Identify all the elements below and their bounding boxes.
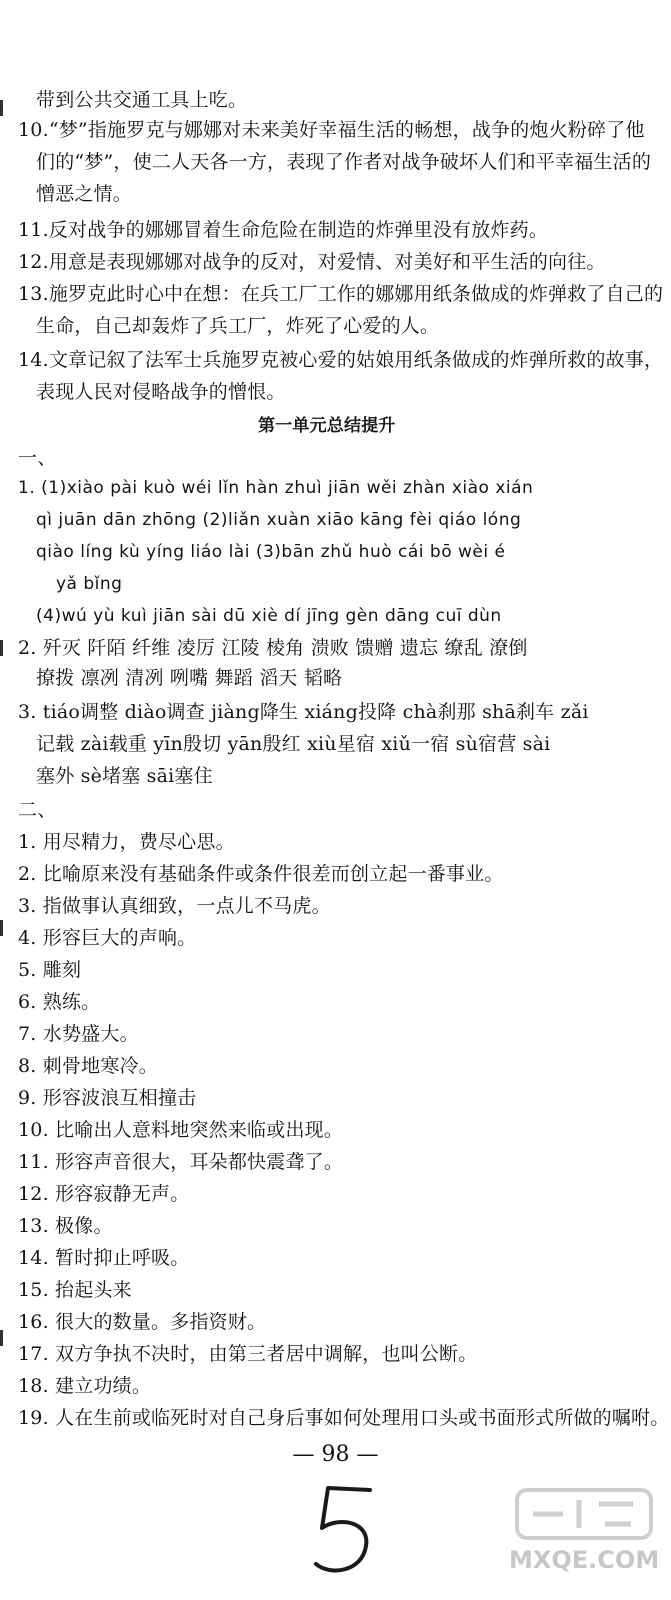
answer-line: 13.施罗克此时心中在想：在兵工厂工作的娜娜用纸条做成的炸弹救了自己的 bbox=[18, 283, 664, 305]
pinyin-line: 1. (1)xiào pài kuò wéi lǐn hàn zhuì jiān wěi zhàn xiào xián bbox=[18, 478, 534, 498]
answer-line: 15. 抬起头来 bbox=[18, 1279, 132, 1301]
answer-line: 带到公共交通工具上吃。 bbox=[36, 89, 248, 111]
watermark-text: MXQE.COM bbox=[509, 1546, 660, 1574]
page-number: — 98 — bbox=[292, 1442, 379, 1467]
answer-line: 10. 比喻出人意料地突然来临或出现。 bbox=[18, 1119, 344, 1141]
answer-line: 6. 熟练。 bbox=[18, 991, 101, 1013]
answer-line: 塞外 sè堵塞 sāi塞住 bbox=[36, 765, 213, 787]
answer-line: 17. 双方争执不决时，由第三者居中调解，也叫公断。 bbox=[18, 1343, 478, 1365]
answer-line: 14. 暂时抑止呼吸。 bbox=[18, 1247, 190, 1269]
answer-line: 1. 用尽精力，费尽心思。 bbox=[18, 831, 235, 853]
answer-line: 18. 建立功绩。 bbox=[18, 1375, 152, 1397]
answer-line: 撩拨 凛冽 清冽 咧嘴 舞蹈 滔天 韬略 bbox=[36, 667, 343, 689]
answer-line: 8. 刺骨地寒冷。 bbox=[18, 1055, 158, 1077]
binding-mark bbox=[0, 100, 3, 116]
binding-mark bbox=[0, 640, 3, 656]
answer-line: 表现人民对侵略战争的憎恨。 bbox=[36, 381, 286, 403]
answer-line: 11.反对战争的娜娜冒着生命危险在制造的炸弹里没有放炸药。 bbox=[18, 219, 549, 241]
answer-line: 记载 zài载重 yīn殷切 yān殷红 xiù星宿 xiǔ一宿 sù宿营 sài bbox=[36, 733, 551, 755]
answer-line: 生命，自己却轰炸了兵工厂，炸死了心爱的人。 bbox=[36, 315, 440, 337]
answer-line: 16. 很大的数量。多指资财。 bbox=[18, 1311, 267, 1333]
handwritten-five-mark bbox=[300, 1476, 390, 1586]
answer-line: 5. 雕刻 bbox=[18, 959, 82, 981]
pinyin-line: (4)wú yù kuì jiān sài dū xiè dí jīng gèn dāng cuī dùn bbox=[36, 606, 502, 626]
answer-line: 19. 人在生前或临死时对自己身后事如何处理用口头或书面形式所做的嘱咐。 bbox=[18, 1407, 670, 1429]
watermark-logo bbox=[509, 1484, 659, 1574]
answer-line: 憎恶之情。 bbox=[36, 183, 133, 205]
answer-line: 们的“梦”，使二人天各一方，表现了作者对战争破坏人们和平幸福生活的 bbox=[36, 151, 652, 173]
answer-line: 12. 形容寂静无声。 bbox=[18, 1183, 190, 1205]
answer-line: 2. 歼灭 阡陌 纤维 凌厉 江陵 棱角 溃败 馈赠 遗忘 缭乱 潦倒 bbox=[18, 637, 528, 659]
pinyin-line: qiào líng kù yíng liáo lài (3)bān zhǔ huò cái bō wèi é bbox=[36, 542, 506, 562]
answer-line: 12.用意是表现娜娜对战争的反对，对爱情、对美好和平生活的向往。 bbox=[18, 251, 606, 273]
watermark-icon bbox=[509, 1484, 659, 1544]
answer-line: 7. 水势盛大。 bbox=[18, 1023, 139, 1045]
pinyin-line: qì juān dān zhōng (2)liǎn xuàn xiāo kāng fèi qiáo lóng bbox=[36, 510, 522, 530]
answer-line: 4. 形容巨大的声响。 bbox=[18, 927, 197, 949]
binding-mark bbox=[0, 920, 3, 936]
answer-line: 14.文章记叙了法军士兵施罗克被心爱的姑娘用纸条做成的炸弹所救的故事， bbox=[18, 349, 664, 371]
answer-line: 2. 比喻原来没有基础条件或条件很差而创立起一番事业。 bbox=[18, 863, 504, 885]
answer-line: 3. tiáo调整 diào调查 jiàng降生 xiáng投降 chà刹那 shā刹车 zǎi bbox=[18, 701, 589, 723]
answer-line: 10.“梦”指施罗克与娜娜对未来美好幸福生活的畅想，战争的炮火粉碎了他 bbox=[18, 119, 645, 141]
answer-line: 13. 极像。 bbox=[18, 1215, 113, 1237]
pinyin-line: yǎ bǐng bbox=[56, 574, 123, 594]
answer-line: 3. 指做事认真细致，一点儿不马虎。 bbox=[18, 895, 331, 917]
binding-mark bbox=[0, 1330, 3, 1346]
answer-line: 11. 形容声音很大，耳朵都快震聋了。 bbox=[18, 1151, 344, 1173]
section-title: 第一单元总结提升 bbox=[258, 416, 396, 436]
answer-line: 9. 形容波浪互相撞击 bbox=[18, 1087, 197, 1109]
section-heading: 一、 bbox=[18, 447, 57, 469]
section-heading: 二、 bbox=[18, 799, 57, 821]
